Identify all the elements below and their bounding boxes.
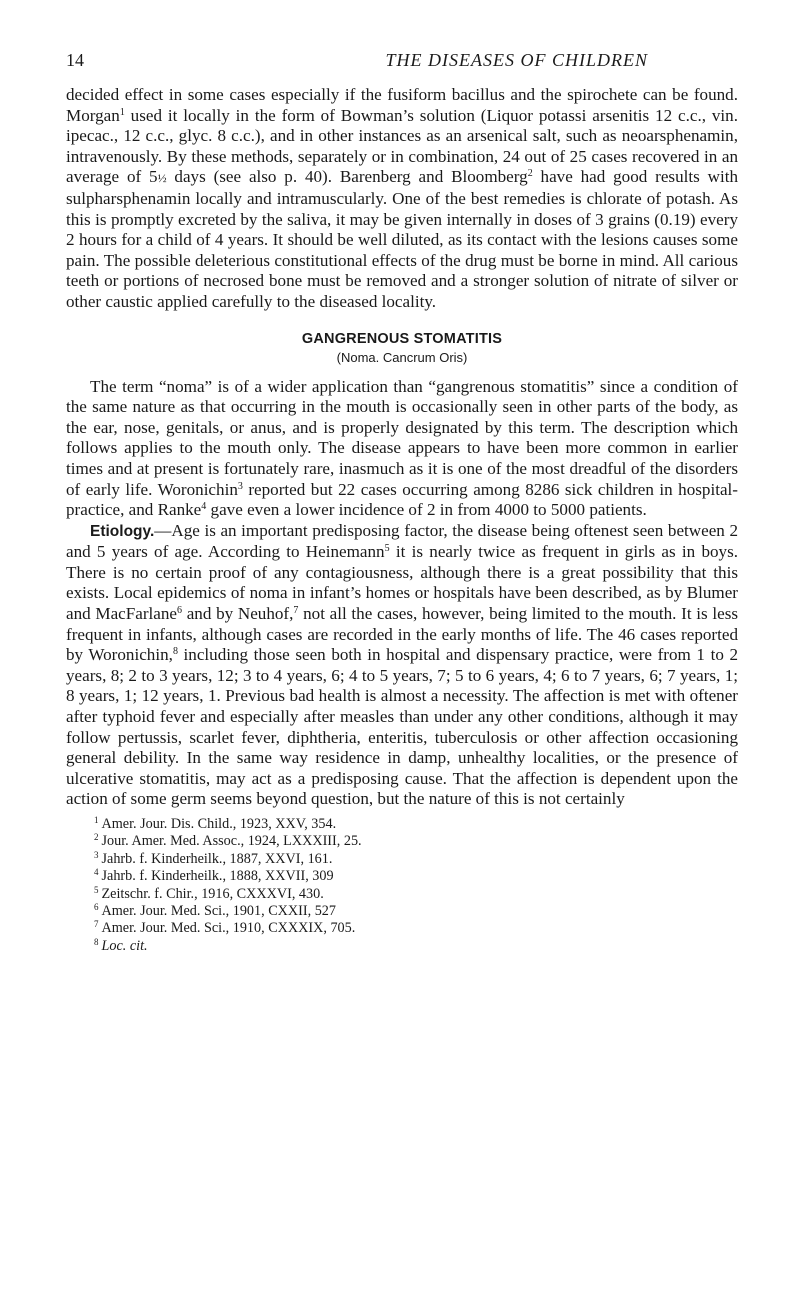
- section-subheading: (Noma. Cancrum Oris): [336, 349, 468, 365]
- footnote-ref: 1: [119, 106, 125, 118]
- footnote: $^7$ Amer. Jour. Med. Sci., 1910, CXXXIX, 705.: [94, 919, 356, 937]
- fraction: ½: [157, 171, 167, 186]
- footnote-ref: 3: [237, 480, 243, 492]
- page-header: [66, 50, 738, 71]
- footnote-ref: 8: [172, 646, 178, 658]
- footnote: $^4$ Jahrb. f. Kinderheilk., 1888, XXVII, 309: [94, 867, 334, 885]
- etiology-paragraph: Etiology.—Age is an important predisposing factor, the disease being oftenest seen between 2 and 5 years of age. According to Heinemann$^5$ it is nearly twice as frequent in girls as in boys. There is no certain proof of any contagiousness, although there is a great possibility that this exists. Local epidemics of noma in infant’s homes or hospitals have been described, as by Blumer and MacFarlane$^6$ and by Neuhof,$^7$ not all the cases, however, being limited to the mouth. It is less frequent in infants, although cases are recorded in the early months of life. The 46 cases reported by Woronichin,$^8$ including those seen both in hospital and dispensary practice, were from 1 to 2 years, 8; 2 to 3 years, 12; 3 to 4 years, 6; 4 to 5 years, 7; 5 to 6 years, 4; 6 to 7 years, 6; 7 years, 1; 8 years, 1; 12 years, 1. Previous bad health is almost a necessity. The affection is met with oftener after typhoid fever and especially after measles than under any other conditions, although it may follow pertussis, scarlet fever, diphtheria, enteritis, tuberculosis or other affection occasioning general debility. In the same way residence in damp, unhealthy localities, or the presence of ulcerative stomatitis, may act as a predisposing cause. That the affection is dependent upon the action of some germ seems beyond question, but the nature of this is not certainly: [66, 520, 739, 809]
- intro-paragraph: decided effect in some cases especially if the fusiform bacillus and the spirochete can be found. Morgan$^1$ used it locally in the form of Bowman’s solution (Liquor potassi arsenitis 12 c.c., vin. ipecac., 12 c.c., glyc. 8 c.c.), and in other instances as an arsenical salt, such as neoarsphenamin, intravenously. By these methods, separately or in combination, 24 out of 25 cases recovered in an average of 5½ days (see also p. 40). Barenberg and Bloomberg$^2$ have had good results with sulpharsphenamin locally and intramuscularly. One of the best remedies is chlorate of potash. As this is promptly excreted by the saliva, it may be given internally in doses of 3 grains (0.19) every 2 hours for a child of 4 years. It should be well diluted, as its contact with the lesions causes some pain. The possible deleterious constitutional effects of the drug must be borne in mind. All carious teeth or portions of necrosed bone must be removed and a stronger solution of nitrate of silver or other caustic applied carefully to the diseased locality.: [66, 85, 739, 311]
- footnotes: [94, 816, 738, 955]
- footnote: $^2$ Jour. Amer. Med. Assoc., 1924, LXXXIII, 25.: [94, 832, 362, 850]
- noma-paragraph: The term “noma” is of a wider application than “gangrenous stomatitis” since a condition of the same nature as that occurring in the mouth is occasionally seen in other parts of the body, as the ear, nose, genitals, or anus, and is properly designated by this term. The description which follows applies to the mouth only. The disease appears to have been more common in earlier times and at present is fortunately rare, inasmuch as it is one of the most dreadful of the disorders of early life. Woronichin$^3$ reported but 22 cases occurring among 8286 sick children in hospital-practice, and Ranke$^4$ gave even a lower incidence of 2 in from 4000 to 5000 patients.: [66, 376, 738, 520]
- footnote-ref: 6: [177, 605, 183, 617]
- footnote-ref: 5: [384, 543, 390, 555]
- section-heading: GANGRENOUS STOMATITIS: [301, 330, 503, 347]
- footnote: $^8$ Loc. cit.: [94, 936, 148, 954]
- footnote: $^1$ Amer. Jour. Dis. Child., 1923, XXV, 354.: [94, 815, 337, 832]
- footnote-ref: 2: [527, 168, 533, 180]
- footnote-ref: 4: [201, 501, 207, 513]
- book-page: [66, 50, 738, 955]
- etiology-runin-heading: Etiology.: [90, 522, 155, 540]
- footnote: $^6$ Amer. Jour. Med. Sci., 1901, CXXII, 527: [94, 902, 336, 920]
- running-title: THE DISEASES OF CHILDREN: [385, 50, 648, 70]
- page-number: 14: [66, 50, 84, 70]
- footnote: $^3$ Jahrb. f. Kinderheilk., 1887, XXVI, 161.: [94, 849, 333, 867]
- footnote-ref: 7: [293, 605, 299, 617]
- footnote: $^5$ Zeitschr. f. Chir., 1916, CXXXVI, 430.: [94, 884, 324, 902]
